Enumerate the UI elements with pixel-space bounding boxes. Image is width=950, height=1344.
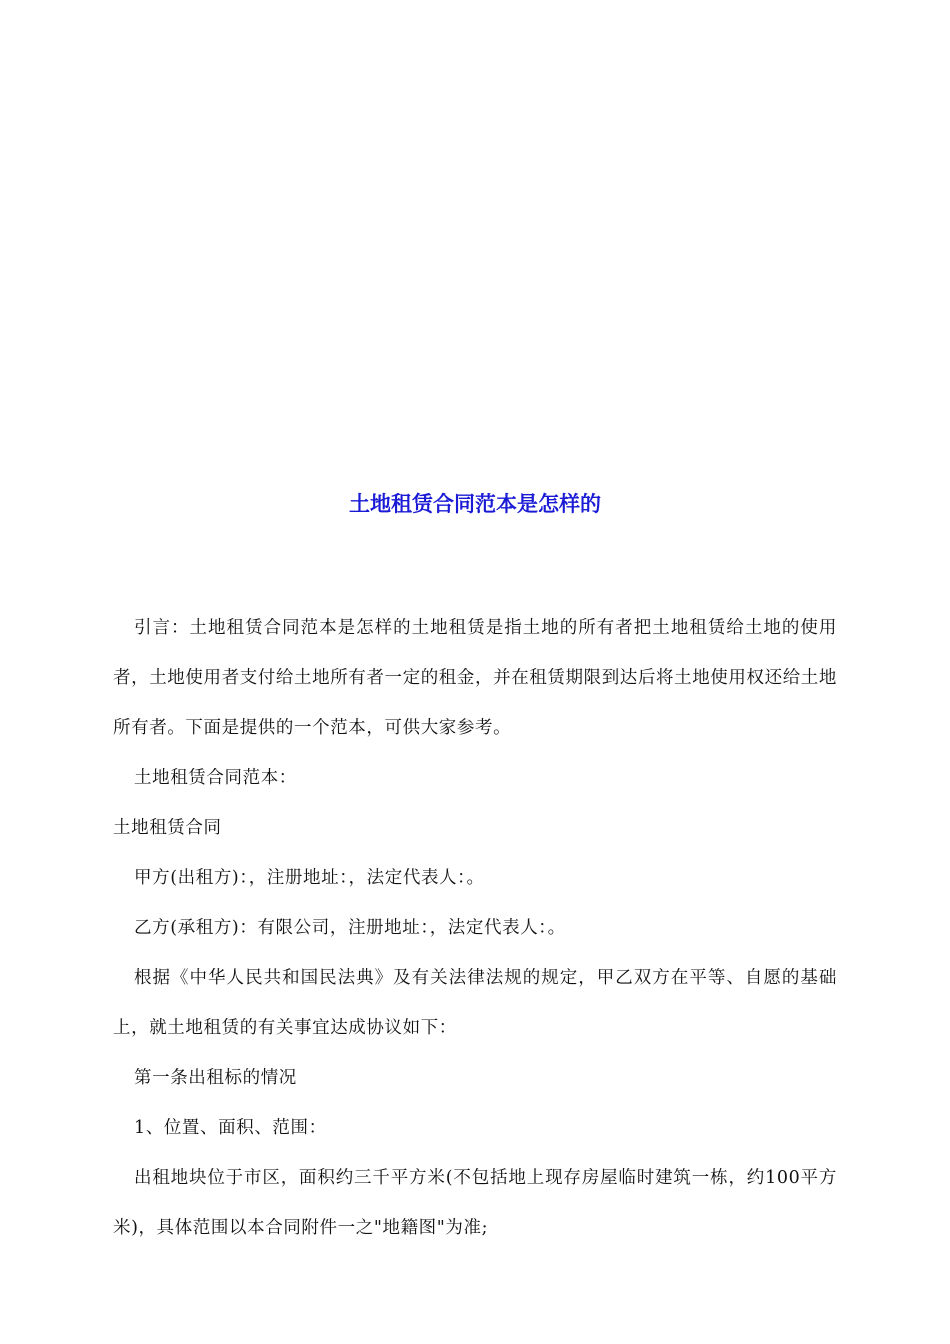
clause-location-text: 出租地块位于市区，面积约三千平方米(不包括地上现存房屋临时建筑一栋，约100平方米)，具体范围以本合同附件一之"地籍图"为准; (113, 1168, 837, 1238)
document-title: 土地租赁合同范本是怎样的 (349, 492, 601, 516)
legal-basis-paragraph: 根据《中华人民共和国民法典》及有关法律法规的规定，甲乙双方在平等、自愿的基础上，就土地租赁的有关事宜达成协议如下： (113, 968, 837, 1038)
document-body (113, 603, 837, 1253)
article-one-heading: 第一条出租标的情况 (134, 1068, 297, 1088)
contract-title: 土地租赁合同 (113, 818, 222, 838)
party-b-line: 乙方(承租方)：有限公司，注册地址：，法定代表人：。 (134, 918, 566, 938)
party-a-line: 甲方(出租方)：，注册地址：，法定代表人：。 (134, 868, 485, 888)
intro-paragraph: 引言：土地租赁合同范本是怎样的土地租赁是指土地的所有者把土地租赁给土地的使用者，土地使用者支付给土地所有者一定的租金，并在租赁期限到达后将土地使用权还给土地所有者。下面是提供的一个范本，可供大家参考。 (113, 618, 837, 738)
sample-heading: 土地租赁合同范本： (134, 768, 297, 788)
clause-location-heading: 1、位置、面积、范围： (134, 1118, 327, 1138)
